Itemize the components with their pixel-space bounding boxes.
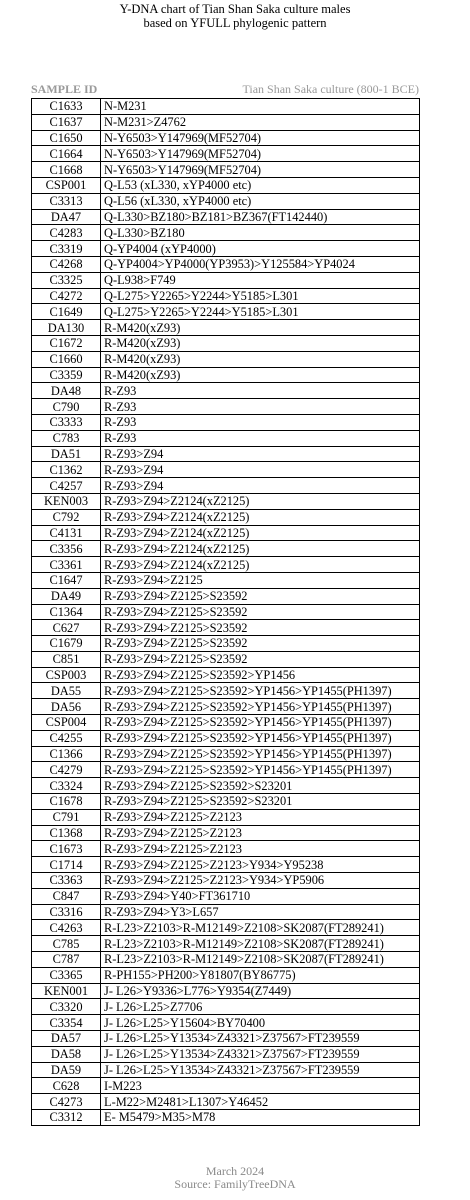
- haplogroup-cell: R-Z93>Z94>Z2124(xZ2125): [101, 525, 420, 541]
- haplogroup-cell: E- M5479>M35>M78: [101, 1110, 420, 1126]
- haplogroup-cell: J- L26>L25>Y13534>Z43321>Z37567>FT239559: [101, 1046, 420, 1062]
- title-line-2: based on YFULL phylogenic pattern: [143, 16, 327, 30]
- sample-id-cell: KEN003: [32, 493, 101, 509]
- haplogroup-cell: R-Z93>Z94>Z2125>Z2123>Y934>YP5906: [101, 873, 420, 889]
- sample-id-cell: C3316: [32, 904, 101, 920]
- sample-id-cell: CSP001: [32, 177, 101, 193]
- table-header: [31, 82, 419, 96]
- haplogroup-cell: R-Z93>Z94>Y40>FT361710: [101, 888, 420, 904]
- sample-id-cell: C1714: [32, 857, 101, 873]
- sample-id-cell: CSP003: [32, 667, 101, 683]
- table-row: [32, 888, 420, 904]
- table-row: [32, 572, 420, 588]
- haplogroup-cell: Q-L56 (xL330, xYP4000 etc): [101, 193, 420, 209]
- table-row: [32, 114, 420, 130]
- table-row: [32, 99, 420, 115]
- sample-id-cell: DA59: [32, 1062, 101, 1078]
- haplogroup-cell: R-M420(xZ93): [101, 367, 420, 383]
- table-row: [32, 525, 420, 541]
- table-row: [32, 399, 420, 415]
- table-row: [32, 1062, 420, 1078]
- table-row: [32, 1031, 420, 1047]
- sample-id-cell: C3361: [32, 557, 101, 573]
- table-row: [32, 304, 420, 320]
- table-row: [32, 320, 420, 336]
- haplogroup-cell: R-Z93>Z94>Z2125>S23592>YP1456>YP1455(PH1397): [101, 746, 420, 762]
- sample-id-cell: C3365: [32, 967, 101, 983]
- sample-id-cell: C1633: [32, 99, 101, 115]
- sample-id-cell: C3325: [32, 272, 101, 288]
- haplogroup-cell: R-Z93: [101, 414, 420, 430]
- sample-id-cell: C783: [32, 430, 101, 446]
- table-row: [32, 193, 420, 209]
- sample-id-cell: C3319: [32, 241, 101, 257]
- table-row: [32, 636, 420, 652]
- haplogroup-cell: R-Z93>Z94>Z2125>S23592>YP1456: [101, 667, 420, 683]
- table-row: [32, 241, 420, 257]
- table-row: [32, 272, 420, 288]
- table-row: [32, 794, 420, 810]
- table-row: [32, 1015, 420, 1031]
- haplogroup-cell: Q-L275>Y2265>Y2244>Y5185>L301: [101, 304, 420, 320]
- table-row: [32, 762, 420, 778]
- haplogroup-cell: Q-L938>F749: [101, 272, 420, 288]
- haplogroup-cell: R-PH155>PH200>Y81807(BY86775): [101, 967, 420, 983]
- haplogroup-cell: N-Y6503>Y147969(MF52704): [101, 130, 420, 146]
- table-row: [32, 130, 420, 146]
- haplogroup-cell: J- L26>L25>Y15604>BY70400: [101, 1015, 420, 1031]
- sample-id-cell: DA56: [32, 699, 101, 715]
- haplogroup-cell: R-Z93>Z94>Z2125>S23592: [101, 604, 420, 620]
- sample-id-cell: DA58: [32, 1046, 101, 1062]
- sample-id-cell: C4263: [32, 920, 101, 936]
- table-row: [32, 1046, 420, 1062]
- sample-id-cell: C4268: [32, 256, 101, 272]
- sample-id-cell: DA51: [32, 446, 101, 462]
- haplogroup-cell: R-Z93>Z94>Z2124(xZ2125): [101, 557, 420, 573]
- sample-id-cell: DA48: [32, 383, 101, 399]
- haplogroup-cell: L-M22>M2481>L1307>Y46452: [101, 1094, 420, 1110]
- haplogroup-cell: N-Y6503>Y147969(MF52704): [101, 146, 420, 162]
- haplogroup-cell: R-Z93>Z94>Z2125>S23592>YP1456>YP1455(PH1397): [101, 683, 420, 699]
- haplogroup-cell: R-Z93>Z94>Z2125>S23592: [101, 620, 420, 636]
- haplogroup-cell: R-Z93: [101, 430, 420, 446]
- haplogroup-cell: R-Z93>Z94>Z2125>S23592: [101, 636, 420, 652]
- haplogroup-cell: R-Z93>Z94>Z2125>S23592>YP1456>YP1455(PH1397): [101, 699, 420, 715]
- sample-id-cell: C4273: [32, 1094, 101, 1110]
- table-row: [32, 604, 420, 620]
- table-row: [32, 715, 420, 731]
- table-row: [32, 557, 420, 573]
- sample-id-cell: C787: [32, 952, 101, 968]
- footer-date: March 2024: [205, 1164, 265, 1178]
- sample-id-cell: C1364: [32, 604, 101, 620]
- table-row: [32, 952, 420, 968]
- sample-id-cell: C4131: [32, 525, 101, 541]
- haplogroup-cell: J- L26>L25>Y13534>Z43321>Z37567>FT239559: [101, 1062, 420, 1078]
- table-row: [32, 920, 420, 936]
- table-row: [32, 857, 420, 873]
- haplogroup-cell: Q-YP4004>YP4000(YP3953)>Y125584>YP4024: [101, 256, 420, 272]
- table-row: [32, 446, 420, 462]
- haplogroup-cell: R-Z93>Z94>Z2125>Z2123: [101, 809, 420, 825]
- sample-id-cell: C1660: [32, 351, 101, 367]
- haplogroup-cell: R-Z93>Z94>Z2125>S23592: [101, 588, 420, 604]
- haplogroup-cell: J- L26>L25>Z7706: [101, 999, 420, 1015]
- haplogroup-cell: R-Z93>Z94>Z2125>Z2123: [101, 825, 420, 841]
- haplogroup-cell: R-Z93>Z94>Z2125>S23592>YP1456>YP1455(PH1397): [101, 715, 420, 731]
- haplogroup-cell: R-Z93>Z94: [101, 462, 420, 478]
- haplogroup-cell: R-Z93>Z94>Z2125>S23592>S23201: [101, 794, 420, 810]
- table-row: [32, 146, 420, 162]
- haplogroup-cell: R-M420(xZ93): [101, 320, 420, 336]
- culture-label: Tian Shan Saka culture (800-1 BCE): [242, 82, 419, 96]
- sample-id-cell: C1679: [32, 636, 101, 652]
- haplogroup-cell: N-Y6503>Y147969(MF52704): [101, 162, 420, 178]
- table-row: [32, 335, 420, 351]
- table-row: [32, 683, 420, 699]
- sample-id-cell: C4283: [32, 225, 101, 241]
- sample-id-cell: C628: [32, 1078, 101, 1094]
- sample-id-cell: KEN001: [32, 983, 101, 999]
- haplogroup-cell: Q-L330>BZ180>BZ181>BZ367(FT142440): [101, 209, 420, 225]
- haplogroup-cell: R-Z93>Z94>Z2125: [101, 572, 420, 588]
- haplogroup-cell: R-Z93>Z94>Y3>L657: [101, 904, 420, 920]
- haplogroup-cell: J- L26>Y9336>L776>Y9354(Z7449): [101, 983, 420, 999]
- sample-id-cell: C792: [32, 509, 101, 525]
- table-row: [32, 177, 420, 193]
- table-row: [32, 873, 420, 889]
- table-row: [32, 288, 420, 304]
- sample-id-label: SAMPLE ID: [31, 82, 98, 96]
- table-row: [32, 383, 420, 399]
- table-row: [32, 367, 420, 383]
- table-row: [32, 809, 420, 825]
- table-body: [32, 99, 420, 1126]
- table-row: [32, 841, 420, 857]
- haplogroup-cell: R-L23>Z2103>R-M12149>Z2108>SK2087(FT289241): [101, 952, 420, 968]
- haplogroup-cell: R-Z93>Z94: [101, 446, 420, 462]
- table-row: [32, 778, 420, 794]
- table-row: [32, 351, 420, 367]
- table-row: [32, 162, 420, 178]
- sample-id-cell: C790: [32, 399, 101, 415]
- sample-id-cell: C1650: [32, 130, 101, 146]
- table-row: [32, 983, 420, 999]
- haplogroup-cell: R-Z93>Z94>Z2125>Z2123: [101, 841, 420, 857]
- sample-id-cell: DA57: [32, 1031, 101, 1047]
- table-row: [32, 256, 420, 272]
- sample-id-cell: DA130: [32, 320, 101, 336]
- sample-id-cell: C791: [32, 809, 101, 825]
- haplogroup-cell: R-L23>Z2103>R-M12149>Z2108>SK2087(FT289241): [101, 936, 420, 952]
- haplogroup-cell: R-Z93>Z94>Z2124(xZ2125): [101, 541, 420, 557]
- sample-id-cell: C1362: [32, 462, 101, 478]
- table-row: [32, 493, 420, 509]
- haplogroup-cell: Q-L53 (xL330, xYP4000 etc): [101, 177, 420, 193]
- table-row: [32, 620, 420, 636]
- sample-id-cell: C4272: [32, 288, 101, 304]
- sample-id-cell: C1678: [32, 794, 101, 810]
- haplogroup-cell: R-M420(xZ93): [101, 335, 420, 351]
- table-row: [32, 699, 420, 715]
- haplogroup-cell: R-Z93>Z94>Z2124(xZ2125): [101, 493, 420, 509]
- sample-id-cell: C1668: [32, 162, 101, 178]
- table-row: [32, 209, 420, 225]
- haplogroup-cell: R-Z93>Z94>Z2125>Z2123>Y934>Y95238: [101, 857, 420, 873]
- sample-id-cell: C3356: [32, 541, 101, 557]
- haplogroup-cell: Q-L330>BZ180: [101, 225, 420, 241]
- sample-id-cell: C785: [32, 936, 101, 952]
- table-row: [32, 667, 420, 683]
- sample-id-cell: C3333: [32, 414, 101, 430]
- sample-id-cell: C847: [32, 888, 101, 904]
- sample-id-cell: C1647: [32, 572, 101, 588]
- sample-id-cell: C3359: [32, 367, 101, 383]
- sample-id-cell: C1368: [32, 825, 101, 841]
- table-row: [32, 225, 420, 241]
- footer: [0, 1165, 470, 1191]
- haplogroup-cell: R-Z93: [101, 383, 420, 399]
- table-row: [32, 541, 420, 557]
- table-row: [32, 462, 420, 478]
- title-line-1: Y-DNA chart of Tian Shan Saka culture males: [119, 2, 351, 16]
- haplogroup-cell: R-Z93>Z94>Z2125>S23592>YP1456>YP1455(PH1397): [101, 762, 420, 778]
- table-row: [32, 999, 420, 1015]
- table-row: [32, 936, 420, 952]
- sample-id-cell: C1664: [32, 146, 101, 162]
- sample-id-cell: C1649: [32, 304, 101, 320]
- sample-id-cell: C3320: [32, 999, 101, 1015]
- sample-id-cell: C1366: [32, 746, 101, 762]
- sample-id-cell: DA47: [32, 209, 101, 225]
- footer-source: Source: FamilyTreeDNA: [174, 1177, 296, 1191]
- haplogroup-cell: N-M231>Z4762: [101, 114, 420, 130]
- sample-id-cell: C3324: [32, 778, 101, 794]
- table-row: [32, 509, 420, 525]
- table-row: [32, 825, 420, 841]
- table-row: [32, 430, 420, 446]
- haplogroup-cell: Q-L275>Y2265>Y2244>Y5185>L301: [101, 288, 420, 304]
- sample-id-cell: C1637: [32, 114, 101, 130]
- sample-id-cell: C851: [32, 651, 101, 667]
- table-row: [32, 967, 420, 983]
- haplogroup-cell: R-Z93: [101, 399, 420, 415]
- sample-id-cell: C3363: [32, 873, 101, 889]
- table-row: [32, 651, 420, 667]
- haplogroup-table: [31, 98, 420, 1126]
- haplogroup-cell: Q-YP4004 (xYP4000): [101, 241, 420, 257]
- haplogroup-cell: J- L26>L25>Y13534>Z43321>Z37567>FT239559: [101, 1031, 420, 1047]
- sample-id-cell: C627: [32, 620, 101, 636]
- sample-id-cell: DA55: [32, 683, 101, 699]
- sample-id-cell: C4255: [32, 730, 101, 746]
- chart-title: [0, 2, 470, 30]
- table-row: [32, 478, 420, 494]
- haplogroup-cell: R-Z93>Z94>Z2125>S23592: [101, 651, 420, 667]
- table-row: [32, 1078, 420, 1094]
- sample-id-cell: C3313: [32, 193, 101, 209]
- table-row: [32, 414, 420, 430]
- sample-id-cell: C3354: [32, 1015, 101, 1031]
- table-row: [32, 730, 420, 746]
- table-row: [32, 588, 420, 604]
- table-row: [32, 904, 420, 920]
- haplogroup-cell: R-Z93>Z94>Z2125>S23592>S23201: [101, 778, 420, 794]
- table-row: [32, 1094, 420, 1110]
- haplogroup-cell: I-M223: [101, 1078, 420, 1094]
- sample-id-cell: C3312: [32, 1110, 101, 1126]
- table-row: [32, 746, 420, 762]
- haplogroup-cell: R-M420(xZ93): [101, 351, 420, 367]
- haplogroup-cell: R-Z93>Z94: [101, 478, 420, 494]
- sample-id-cell: C4279: [32, 762, 101, 778]
- table-row: [32, 1110, 420, 1126]
- haplogroup-cell: R-Z93>Z94>Z2125>S23592>YP1456>YP1455(PH1397): [101, 730, 420, 746]
- sample-id-cell: C1672: [32, 335, 101, 351]
- haplogroup-cell: R-L23>Z2103>R-M12149>Z2108>SK2087(FT289241): [101, 920, 420, 936]
- sample-id-cell: C4257: [32, 478, 101, 494]
- haplogroup-cell: R-Z93>Z94>Z2124(xZ2125): [101, 509, 420, 525]
- sample-id-cell: DA49: [32, 588, 101, 604]
- haplogroup-cell: N-M231: [101, 99, 420, 115]
- sample-id-cell: C1673: [32, 841, 101, 857]
- sample-id-cell: CSP004: [32, 715, 101, 731]
